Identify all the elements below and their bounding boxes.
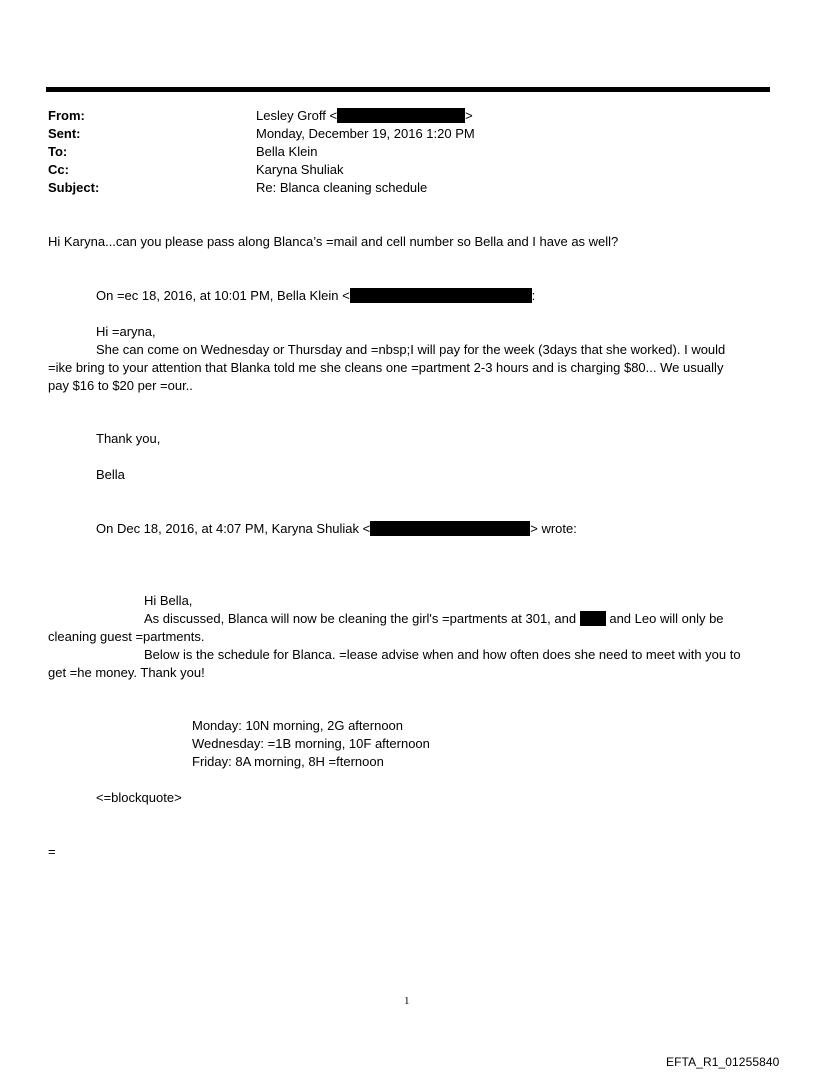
schedule-item: Wednesday: =1B morning, 10F afternoon <box>192 736 430 751</box>
quote1-header <box>96 287 535 305</box>
redaction-bar <box>370 521 530 536</box>
to-row <box>48 143 768 161</box>
quote1-signature: Bella <box>96 467 125 482</box>
trailing-char: = <box>48 844 56 859</box>
quote2-line: get =he money. Thank you! <box>48 665 205 680</box>
redaction-bar <box>337 108 465 123</box>
subject-label: Subject: <box>48 180 100 195</box>
schedule-item: Friday: 8A morning, 8H =fternoon <box>192 754 384 769</box>
quote2-header-text: On Dec 18, 2016, at 4:07 PM, Karyna Shuliak < <box>96 521 371 536</box>
to-label: To: <box>48 144 68 159</box>
quote2-line: Below is the schedule for Blanca. =lease advise when and how often does she need to meet with you to <box>144 647 741 662</box>
quote2-line-part: and Leo will only be <box>609 611 724 626</box>
subject-value: Re: Blanca cleaning schedule <box>256 180 428 195</box>
document-id: EFTA_R1_01255840 <box>666 1055 780 1069</box>
quote2-line: cleaning guest =partments. <box>48 629 205 644</box>
page-number: 1 <box>404 995 410 1007</box>
quote1-thanks: Thank you, <box>96 431 161 446</box>
quote1-header-text: On =ec 18, 2016, at 10:01 PM, Bella Klein < <box>96 288 350 303</box>
header-rule <box>46 87 770 92</box>
quote2-line <box>144 610 724 628</box>
intro-line: Hi Karyna...can you please pass along Blanca’s =mail and cell number so Bella and I have as well? <box>48 234 619 249</box>
sent-label: Sent: <box>48 126 81 141</box>
quote2-header-suffix: > wrote: <box>530 521 577 536</box>
quote1-line: =ike bring to your attention that Blanka told me she cleans one =partment 2-3 hours and is charging $80... We usually <box>48 360 724 375</box>
quote1-line: pay $16 to $20 per =our.. <box>48 378 193 393</box>
cc-value: Karyna Shuliak <box>256 162 344 177</box>
blockquote-tag: <=blockquote> <box>96 790 182 805</box>
redaction-bar <box>580 611 606 626</box>
from-row <box>48 107 768 125</box>
from-label: From: <box>48 108 85 123</box>
sent-row <box>48 125 768 143</box>
cc-label: Cc: <box>48 162 69 177</box>
quote2-line-part: As discussed, Blanca will now be cleaning the girl's =partments at 301, and <box>144 611 577 626</box>
to-value: Bella Klein <box>256 144 318 159</box>
subject-row <box>48 179 768 197</box>
quote2-greeting: Hi Bella, <box>144 593 193 608</box>
cc-row <box>48 161 768 179</box>
sent-value: Monday, December 19, 2016 1:20 PM <box>256 126 475 141</box>
from-name: Lesley Groff < <box>256 108 338 123</box>
from-close: > <box>465 108 473 123</box>
quote1-greeting: Hi =aryna, <box>96 324 156 339</box>
redaction-bar <box>350 288 532 303</box>
quote1-line: She can come on Wednesday or Thursday and =nbsp;I will pay for the week (3days that she worked). I would <box>96 342 726 357</box>
quote1-header-suffix: : <box>531 288 536 303</box>
schedule-item: Monday: 10N morning, 2G afternoon <box>192 718 404 733</box>
quote2-header <box>96 520 577 538</box>
from-value <box>256 107 473 125</box>
